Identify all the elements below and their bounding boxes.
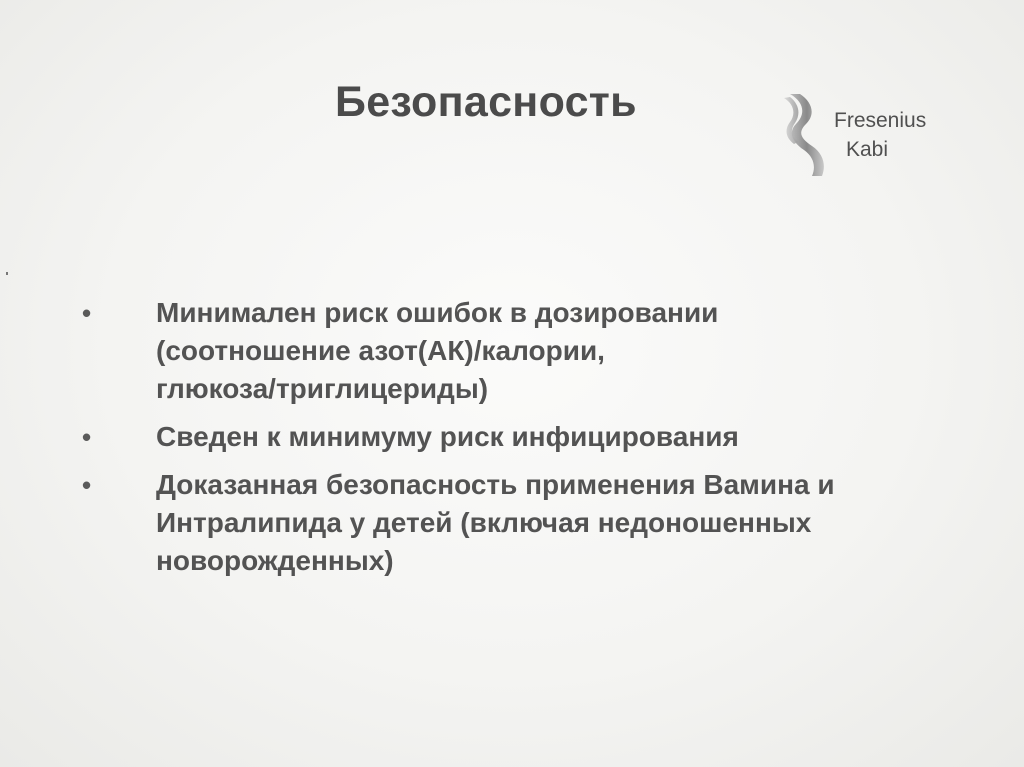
logo-line-fresenius: Fresenius <box>834 109 927 132</box>
fresenius-kabi-logo <box>782 92 957 177</box>
logo-wordmark <box>834 106 926 164</box>
bullet-text: Минимален риск ошибок в дозировании (соотношение азот(АК)/калории, глюкоза/триглицериды) <box>156 297 719 404</box>
bullet-marker: • <box>82 422 92 452</box>
bullet-marker: • <box>82 470 92 500</box>
fresenius-logo-mark-icon <box>782 92 828 177</box>
logo-line-kabi: Kabi <box>846 138 889 161</box>
bullet-item <box>82 466 982 580</box>
scan-speck <box>6 272 8 275</box>
bullet-item <box>82 294 982 408</box>
bullet-text: Сведен к минимуму риск инфицирования <box>156 421 739 452</box>
bullet-text: Доказанная безопасность применения Вамина и Интралипида у детей (включая недоношенных новорожденных) <box>156 469 835 576</box>
bullet-list <box>82 294 982 590</box>
bullet-item <box>82 418 982 456</box>
slide-title: Безопасность <box>335 78 637 126</box>
bullet-marker: • <box>82 298 92 328</box>
